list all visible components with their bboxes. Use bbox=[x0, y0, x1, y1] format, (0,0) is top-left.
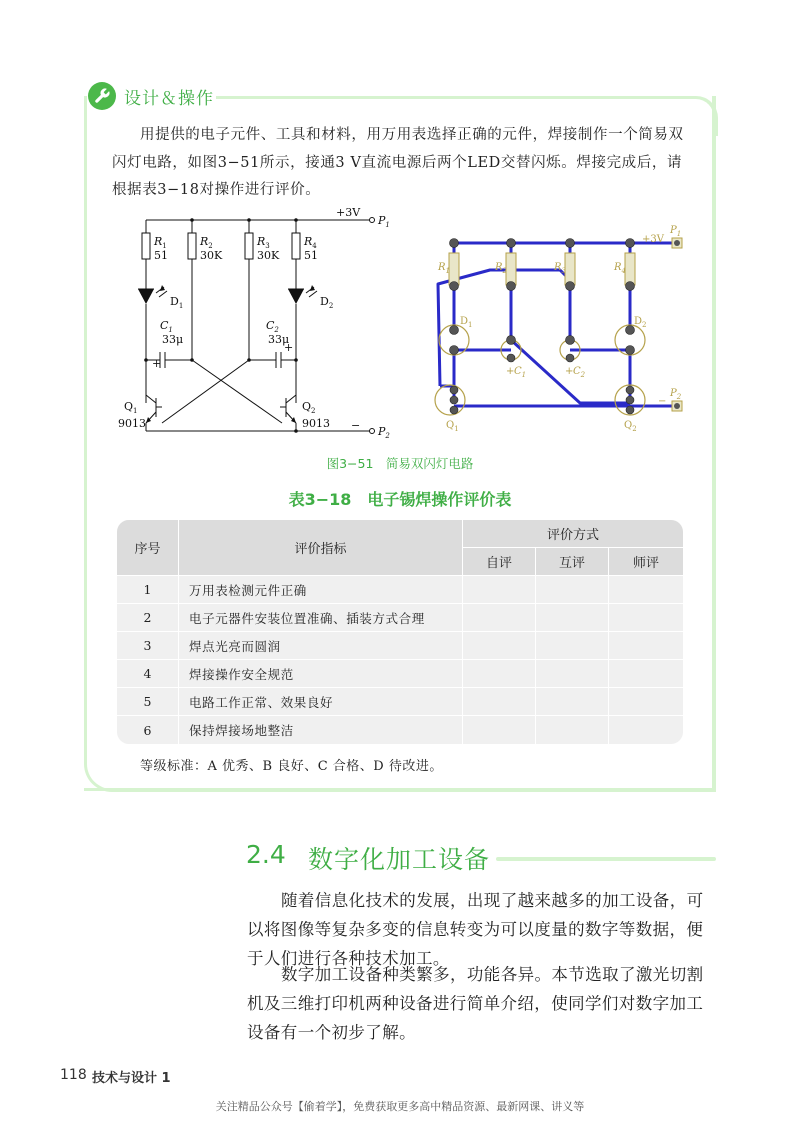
pcb-p1-sub: 1 bbox=[676, 230, 682, 238]
teacher-eval-cell[interactable] bbox=[609, 716, 683, 744]
r1-value: 51 bbox=[154, 249, 168, 262]
r2-label: R bbox=[200, 235, 209, 248]
c1-sub: 1 bbox=[168, 326, 173, 334]
teacher-eval-cell[interactable] bbox=[609, 660, 683, 688]
p1-label: P bbox=[378, 214, 386, 227]
c2-sub: 2 bbox=[274, 326, 279, 334]
q1-model: 9013 bbox=[118, 417, 146, 430]
svg-text:R4 bbox=[303, 235, 317, 250]
r2-value: 30K bbox=[200, 249, 223, 262]
design-box-title: 设计＆操作 bbox=[124, 88, 214, 109]
svg-text:R2 bbox=[199, 235, 213, 250]
svg-text:R1 bbox=[437, 262, 450, 275]
footer-promo-note: 关注精品公众号【偷着学】，免费获取更多高中精品资源、最新网课、讲义等 bbox=[215, 1100, 585, 1113]
table-row bbox=[117, 632, 683, 660]
q2-model: 9013 bbox=[302, 417, 330, 430]
row-indicator: 电子元器件安装位置准确、插装方式合理 bbox=[179, 604, 463, 632]
r1-sub: 1 bbox=[162, 242, 167, 250]
design-box-intro: 用提供的电子元件、工具和材料，用万用表选择正确的元件，焊接制作一个简易双闪灯电路，如图3−51所示，接通3 V直流电源后两个LED交替闪烁。焊接完成后，请根据表3−18对操作进行评价。 bbox=[112, 127, 684, 198]
peer-eval-cell[interactable] bbox=[536, 716, 609, 744]
svg-text:C2 bbox=[573, 366, 586, 379]
pcb-q2-sub: 2 bbox=[632, 425, 637, 433]
pcb-r1-label: R bbox=[438, 262, 446, 273]
row-number: 4 bbox=[117, 660, 179, 688]
pcb-p2-sub: 2 bbox=[676, 393, 682, 401]
pcb-r4-sub: 4 bbox=[621, 267, 626, 275]
row-indicator: 万用表检测元件正确 bbox=[179, 576, 463, 604]
teacher-eval-cell[interactable] bbox=[609, 688, 683, 716]
svg-text:Q1 bbox=[124, 400, 138, 415]
book-title: 技术与设计 1 bbox=[92, 1071, 171, 1086]
svg-text:C2 bbox=[266, 319, 279, 334]
teacher-eval-cell[interactable] bbox=[609, 604, 683, 632]
row-number: 5 bbox=[117, 688, 179, 716]
header-teacher: 师评 bbox=[609, 548, 683, 576]
pcb-q2-label: Q bbox=[624, 420, 633, 431]
d2-sub: 2 bbox=[328, 302, 334, 310]
table-row bbox=[117, 604, 683, 632]
self-eval-cell[interactable] bbox=[463, 688, 536, 716]
r3-value: 30K bbox=[257, 249, 280, 262]
section-paragraph: 随着信息化技术的发展，出现了越来越多的加工设备，可以将图像等复杂多变的信息转变为可以度量的数字等数据，便于人们进行各种技术加工。 bbox=[247, 891, 704, 968]
r2-sub: 2 bbox=[208, 242, 213, 250]
svg-text:C1 bbox=[160, 319, 173, 334]
pcb-d1-label: D bbox=[460, 316, 469, 327]
svg-text:D2 bbox=[634, 316, 647, 329]
c2-plus: + bbox=[284, 341, 294, 354]
pcb-c2-plus: + bbox=[565, 366, 574, 377]
pcb-q1-label: Q bbox=[446, 420, 455, 431]
svg-text:P1 bbox=[377, 214, 390, 229]
design-box-header bbox=[88, 82, 214, 110]
header-indicator: 评价指标 bbox=[179, 520, 463, 576]
pcb-d2-sub: 2 bbox=[642, 321, 647, 329]
pcb-r4-label: R bbox=[614, 262, 622, 273]
r4-sub: 4 bbox=[312, 242, 317, 250]
table-row bbox=[117, 576, 683, 604]
row-indicator: 保持焊接场地整洁 bbox=[179, 716, 463, 744]
section-rule bbox=[496, 857, 716, 861]
section-title: 数字化加工设备 bbox=[308, 845, 491, 874]
row-number: 2 bbox=[117, 604, 179, 632]
self-eval-cell[interactable] bbox=[463, 576, 536, 604]
p2-label: P bbox=[378, 425, 386, 438]
r3-label: R bbox=[257, 235, 266, 248]
page-number: 118 bbox=[60, 1067, 87, 1083]
teacher-eval-cell[interactable] bbox=[609, 576, 683, 604]
row-number: 6 bbox=[117, 716, 179, 744]
r1-label: R bbox=[154, 235, 163, 248]
table-row bbox=[117, 660, 683, 688]
circuit-schematic bbox=[110, 205, 400, 450]
pcb-supply-label: +3V bbox=[642, 234, 664, 245]
svg-text:Q1 bbox=[446, 420, 459, 433]
pcb-r3-sub: 3 bbox=[561, 267, 566, 275]
row-indicator: 焊接操作安全规范 bbox=[179, 660, 463, 688]
pcb-layout bbox=[420, 218, 700, 438]
pcb-c1-label: C bbox=[514, 366, 522, 377]
design-box-bottom-border bbox=[84, 788, 716, 791]
peer-eval-cell[interactable] bbox=[536, 632, 609, 660]
ground-minus-label: − bbox=[351, 419, 361, 432]
svg-text:Q2 bbox=[624, 420, 637, 433]
pcb-p2-label: P bbox=[670, 388, 677, 399]
pcb-d1-sub: 1 bbox=[468, 321, 473, 329]
r4-label: R bbox=[304, 235, 313, 248]
svg-text:R4 bbox=[613, 262, 626, 275]
pcb-c1-sub: 1 bbox=[521, 371, 527, 379]
svg-text:P1 bbox=[669, 225, 681, 238]
q1-label: Q bbox=[124, 400, 134, 413]
svg-text:P2 bbox=[377, 425, 390, 440]
r4-value: 51 bbox=[304, 249, 318, 262]
self-eval-cell[interactable] bbox=[463, 632, 536, 660]
header-peer: 互评 bbox=[536, 548, 609, 576]
pcb-r2-label: R bbox=[495, 262, 503, 273]
c2-label: C bbox=[266, 319, 275, 332]
p2-sub: 2 bbox=[385, 432, 390, 440]
p1-sub: 1 bbox=[385, 221, 390, 229]
c1-value: 33μ bbox=[162, 333, 184, 346]
pcb-r3-label: R bbox=[554, 262, 562, 273]
header-method: 评价方式 bbox=[463, 520, 683, 548]
peer-eval-cell[interactable] bbox=[536, 660, 609, 688]
pcb-p1-label: P bbox=[670, 225, 677, 236]
svg-text:C1 bbox=[514, 366, 526, 379]
evaluation-table bbox=[117, 520, 683, 744]
pcb-d2-label: D bbox=[634, 316, 643, 327]
figure-caption: 图3−51 简易双闪灯电路 bbox=[326, 456, 474, 471]
d1-sub: 1 bbox=[178, 302, 184, 310]
teacher-eval-cell[interactable] bbox=[609, 632, 683, 660]
self-eval-cell[interactable] bbox=[463, 604, 536, 632]
pcb-r1-sub: 1 bbox=[445, 267, 450, 275]
section-paragraph: 数字加工设备种类繁多，功能各异。本节选取了激光切割机及三维打印机两种设备进行简单介绍，使同学们对数字加工设备有一个初步了解。 bbox=[247, 965, 704, 1042]
svg-text:P2 bbox=[669, 388, 682, 401]
q2-label: Q bbox=[302, 400, 312, 413]
section-number: 2.4 bbox=[246, 840, 286, 869]
table-row bbox=[117, 688, 683, 716]
peer-eval-cell[interactable] bbox=[536, 604, 609, 632]
c1-plus: + bbox=[152, 357, 162, 370]
grade-standard-note: 等级标准：A 优秀、B 良好、C 合格、D 待改进。 bbox=[140, 759, 443, 774]
pcb-minus-label: − bbox=[658, 396, 667, 407]
self-eval-cell[interactable] bbox=[463, 716, 536, 744]
wrench-icon bbox=[88, 82, 116, 110]
svg-text:Q2 bbox=[302, 400, 316, 415]
d1-label: D bbox=[170, 295, 179, 308]
c1-label: C bbox=[160, 319, 169, 332]
svg-text:R1 bbox=[153, 235, 167, 250]
table-title: 表3−18 电子锡焊操作评价表 bbox=[288, 490, 512, 509]
svg-text:D1 bbox=[170, 295, 183, 310]
table-row bbox=[117, 716, 683, 744]
q1-sub: 1 bbox=[133, 407, 138, 415]
q2-sub: 2 bbox=[311, 407, 316, 415]
r3-sub: 3 bbox=[265, 242, 270, 250]
peer-eval-cell[interactable] bbox=[536, 688, 609, 716]
row-indicator: 电路工作正常、效果良好 bbox=[179, 688, 463, 716]
pcb-c2-sub: 2 bbox=[580, 371, 586, 379]
row-indicator: 焊点光亮而圆润 bbox=[179, 632, 463, 660]
peer-eval-cell[interactable] bbox=[536, 576, 609, 604]
pcb-c2-label: C bbox=[573, 366, 581, 377]
row-number: 3 bbox=[117, 632, 179, 660]
row-number: 1 bbox=[117, 576, 179, 604]
pcb-r2-sub: 2 bbox=[502, 267, 507, 275]
d2-label: D bbox=[320, 295, 329, 308]
c2-value: 33μ bbox=[268, 333, 290, 346]
pcb-q1-sub: 1 bbox=[454, 425, 459, 433]
pcb-c1-plus: + bbox=[506, 366, 515, 377]
svg-text:D2 bbox=[320, 295, 333, 310]
header-seq: 序号 bbox=[117, 520, 179, 576]
svg-text:R3 bbox=[256, 235, 270, 250]
self-eval-cell[interactable] bbox=[463, 660, 536, 688]
header-self: 自评 bbox=[463, 548, 536, 576]
supply-label: +3V bbox=[336, 206, 361, 219]
